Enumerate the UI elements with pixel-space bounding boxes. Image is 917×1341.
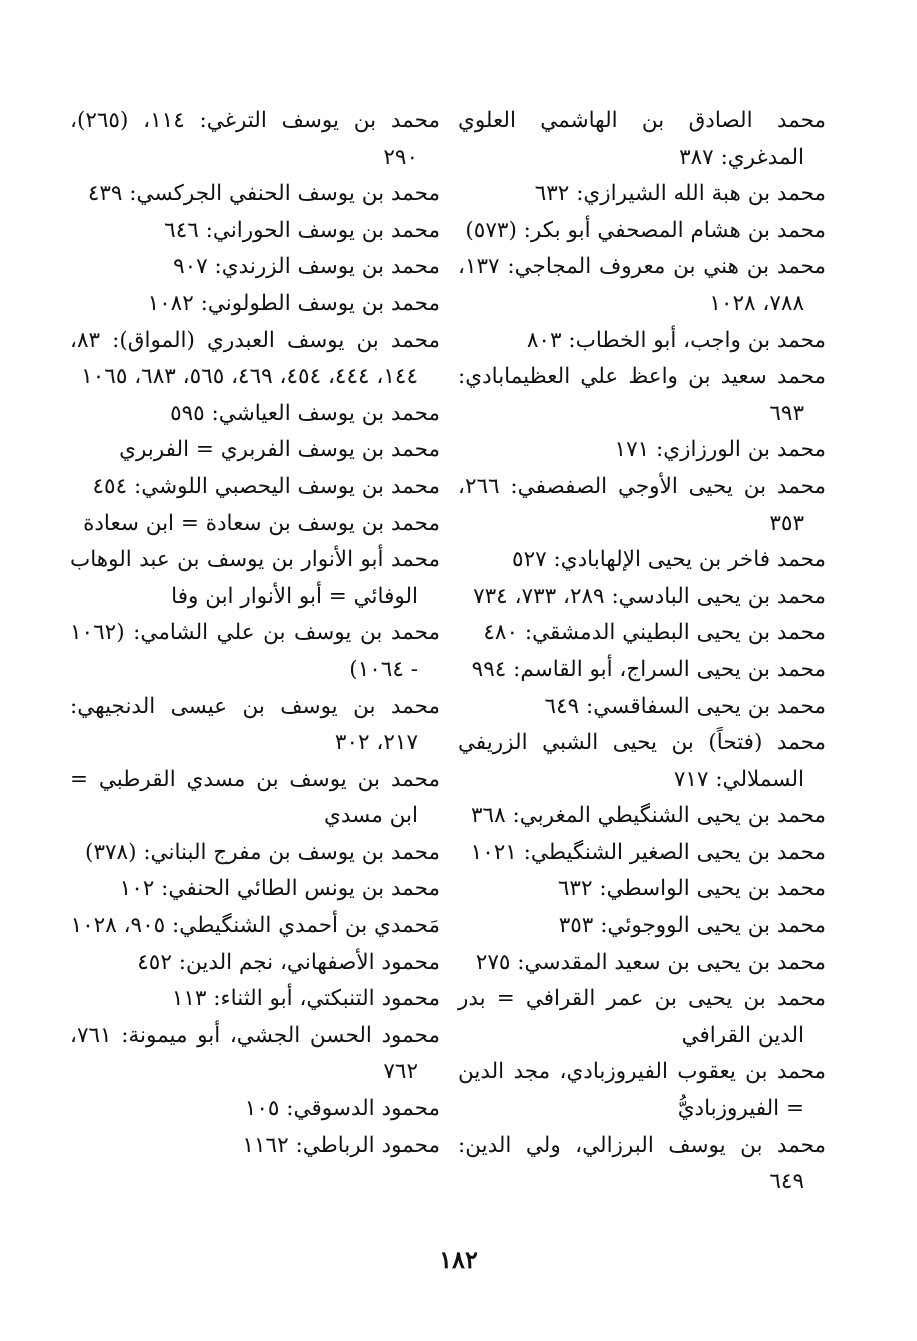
index-entry: محمد بن يوسف الفربري = الفربري <box>119 437 440 463</box>
index-entry: محمد سعيد بن واعظ علي العظيمابادي: ٦٩٣ <box>458 364 826 426</box>
index-entry: محمد بن يوسف البرزالي، ولي الدين: ٦٤٩ <box>458 1132 826 1195</box>
index-entry: محمود الأصفهاني، نجم الدين: ٤٥٢ <box>137 949 440 975</box>
index-entry: محمد بن يوسف بن سعادة = ابن سعادة <box>83 510 440 536</box>
index-entry: محمد بن يوسف الحنفي الجركسي: ٤٣٩ <box>87 181 440 207</box>
index-entry: محمد بن يوسف بن مفرج البناني: (٣٧٨) <box>85 839 440 865</box>
index-entry: محمود الدسوقي: ١٠٥ <box>244 1096 440 1122</box>
index-entry: محمد بن يحيى الواسطي: ٦٣٢ <box>557 876 826 902</box>
index-entry: محمد بن يحيى بن سعيد المقدسي: ٢٧٥ <box>475 949 826 975</box>
index-entry: محمد بن يوسف بن مسدي القرطبي = ابن مسدي <box>70 766 440 829</box>
index-entry: محمد بن يحيى الصغير الشنگيطي: ١٠٢١ <box>470 839 826 865</box>
index-entry: محمود الحسن الجشي، أبو ميمونة: ٧٦١، ٧٦٢ <box>70 1022 440 1085</box>
index-entry: محمد بن يحيى السفاقسي: ٦٤٩ <box>544 693 826 719</box>
index-entry: محمد أبو الأنوار بن يوسف بن عبد الوهاب الوفائي = أبو الأنوار ابن وفا <box>70 547 440 609</box>
index-entry: محمد بن يوسف الحوراني: ٦٤٦ <box>164 217 440 243</box>
index-entry: محمد بن يوسف اليحصبي اللوشي: ٤٥٤ <box>92 473 440 499</box>
index-entry: محمد بن يحيى الأوجي الصفصفي: ٢٦٦، ٣٥٣ <box>458 473 826 536</box>
index-entry: محمد (فتحاً) بن يحيى الشبي الزريفي السملالي: ٧١٧ <box>458 730 826 792</box>
index-entry: محمود التنبكتي، أبو الثناء: ١١٣ <box>171 986 440 1012</box>
index-entry: محمد بن يونس الطائي الحنفي: ١٠٢ <box>119 876 440 902</box>
index-column-right <box>458 103 826 1201</box>
page-number: ١٨٢ <box>439 1245 478 1274</box>
index-entry: محمد بن واجب، أبو الخطاب: ٨٠٣ <box>526 327 826 353</box>
index-entry: محمد بن يوسف الزرندي: ٩٠٧ <box>173 254 440 280</box>
index-entry: محمد بن يحيى البادسي: ٢٨٩، ٧٣٣، ٧٣٤ <box>473 583 826 609</box>
index-entry: محمد بن يوسف بن عيسى الدنجيهي: ٢١٧، ٣٠٢ <box>70 693 440 756</box>
index-entry: محمد فاخر بن يحيى الإلهابادي: ٥٢٧ <box>512 547 826 573</box>
index-entry: محمد بن يوسف العبدري (المواق): ٨٣، ١٤٤، ٤٤٤، ٤٥٤، ٤٦٩، ٥٦٥، ٦٨٣، ١٠٦٥ <box>70 327 440 390</box>
index-entry: محمد بن يحيى السراج، أبو القاسم: ٩٩٤ <box>471 656 826 682</box>
index-entry: مَحمدي بن أحمدي الشنگيطي: ٩٠٥، ١٠٢٨ <box>70 913 440 939</box>
index-entry: محمد بن هشام المصحفي أبو بكر: (٥٧٣) <box>465 217 826 243</box>
index-entry: محمد بن يحيى الشنگيطي المغربي: ٣٦٨ <box>470 803 826 829</box>
index-entry: محمد بن يعقوب الفيروزبادي، مجد الدين = الفيروزباديُّ <box>458 1059 826 1122</box>
index-entry: محمد الصادق بن الهاشمي العلوي المدغري: ٣٨٧ <box>458 108 826 170</box>
index-entry: محمد بن يحيى الووجوئي: ٣٥٣ <box>558 913 826 939</box>
index-entry: محمد بن يوسف بن علي الشامي: (١٠٦٢ - ١٠٦٤) <box>70 620 440 682</box>
index-entry: محمد بن يوسف العياشي: ٥٩٥ <box>170 400 440 426</box>
index-entry: محمد بن الورزازي: ١٧١ <box>614 437 826 463</box>
index-entry: محمد بن يحيى بن عمر القرافي = بدر الدين القرافي <box>458 986 826 1048</box>
index-entry: محمد بن هبة الله الشيرازي: ٦٣٢ <box>534 181 826 207</box>
index-entry: محمود الرباطي: ١١٦٢ <box>242 1132 440 1158</box>
index-entry: محمد بن يحيى البطيني الدمشقي: ٤٨٠ <box>483 620 826 646</box>
index-entry: محمد بن يوسف الترغي: ١١٤، (٢٦٥)، ٢٩٠ <box>70 108 440 170</box>
index-entry: محمد بن يوسف الطولوني: ١٠٨٢ <box>147 290 440 316</box>
index-entry: محمد بن هني بن معروف المجاجي: ١٣٧، ٧٨٨، ١٠٢٨ <box>458 254 826 316</box>
index-column-left <box>70 103 440 1164</box>
